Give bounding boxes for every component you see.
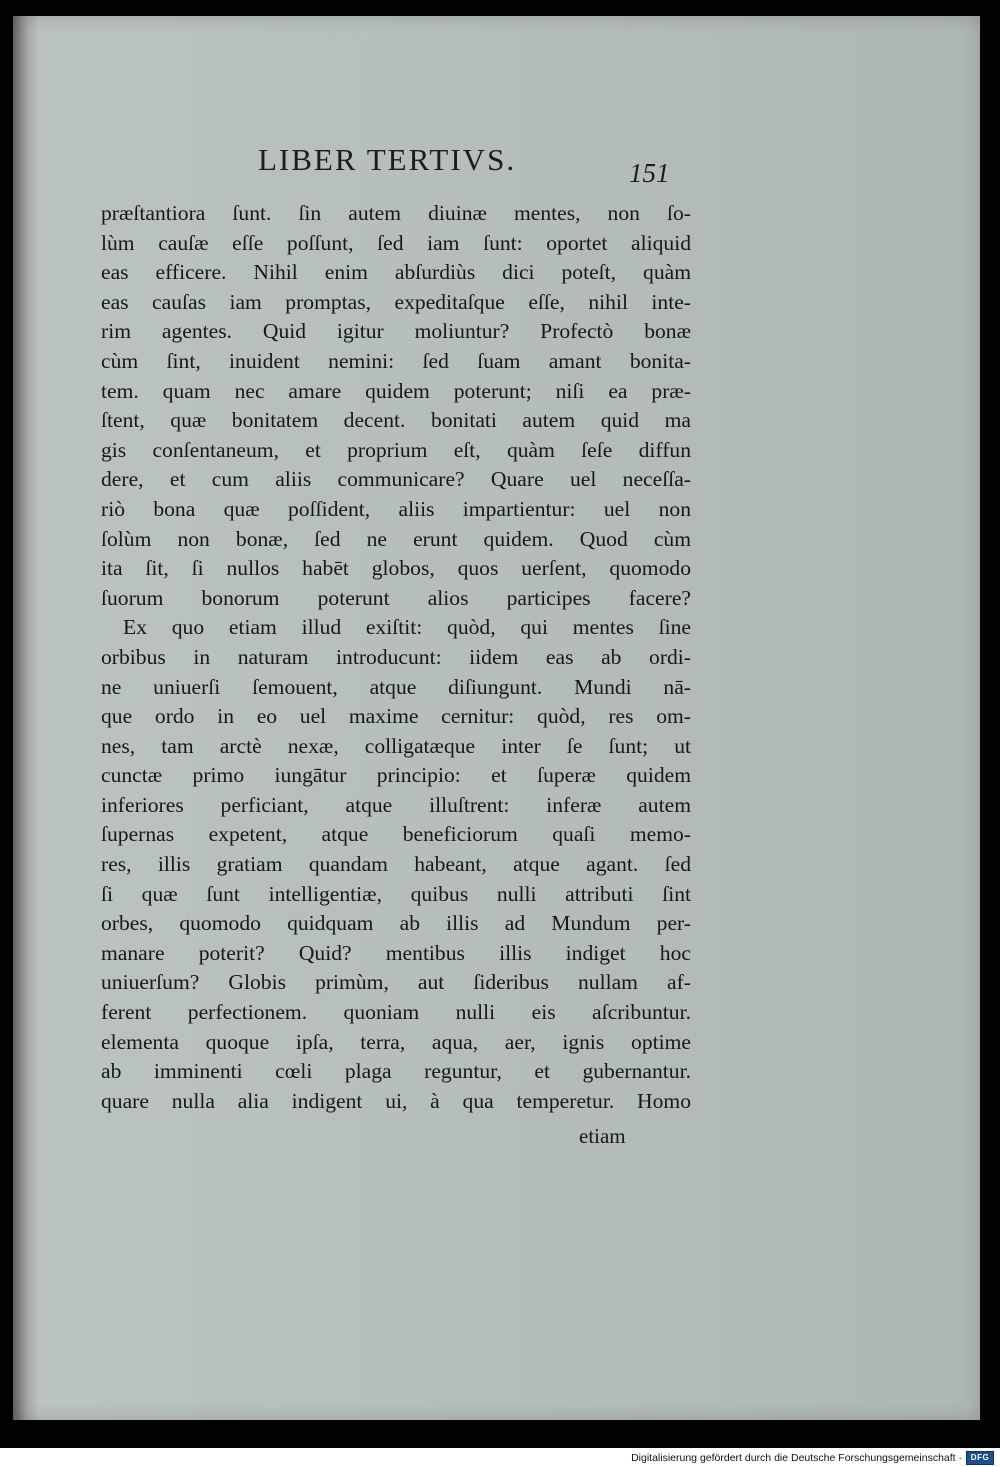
text-line: nes, tam arctè nexæ, colligatæque inter ſe ſunt; ut [101,733,691,758]
credit-text: Digitalisierung gefördert durch die Deutsche Forschungsgemeinschaft · [631,1452,962,1464]
text-line: que ordo in eo uel maxime cernitur: quòd, res om- [101,704,691,729]
text-line: inferiores perficiant, atque illuſtrent: inferæ autem [101,792,691,817]
page-number: 151 [629,158,670,188]
catchword: etiam [579,1124,626,1148]
page-gutter-shadow [13,16,39,1420]
text-line: eas cauſas iam promptas, expeditaſque eſſe, nihil inte- [101,289,691,314]
text-line: res, illis gratiam quandam habeant, atque agant. ſed [101,852,691,877]
text-line: quare nulla alia indigent ui, à qua temperetur. Homo [101,1088,691,1113]
text-line: orbibus in naturam introducunt: iidem eas ab ordi- [101,644,691,669]
text-line: ſtent, quæ bonitatem decent. bonitati autem quid ma [101,408,691,433]
text-line: orbes, quomodo quidquam ab illis ad Mundum per- [101,911,691,936]
text-line: ferent perfectionem. quoniam nulli eis aſcribuntur. [101,1000,691,1025]
text-line: manare poterit? Quid? mentibus illis indiget hoc [101,940,691,965]
text-line: ne uniuerſi ſemouent, atque diſiungunt. Mundi nā- [101,674,691,699]
text-line: tem. quam nec amare quidem poterunt; niſi ea præ- [101,378,691,403]
text-line: ita ſit, ſi nullos habēt globos, quos uerſent, quomodo [101,556,691,581]
text-line: cunctæ primo iungātur principio: et ſuperæ quidem [101,763,691,788]
text-line: præſtantiora ſunt. ſin autem diuinæ mentes, non ſo- [101,201,691,225]
text-line: eas efficere. Nihil enim abſurdiùs dici poteſt, quàm [101,260,691,285]
text-line: ſupernas expetent, atque beneficiorum quaſi memo- [101,822,691,847]
book-page [13,16,980,1420]
text-line: ſi quæ ſunt intelligentiæ, quibus nulli attributi ſint [101,881,691,906]
text-line: Ex quo etiam illud exiſtit: quòd, qui mentes ſine [123,615,691,640]
body-text [101,199,691,1116]
text-line: rim agentes. Quid igitur moliuntur? Profectò bonæ [101,319,691,344]
text-line: riò bona quæ poſſident, aliis impartientur: uel non [101,496,691,521]
text-line: gis conſentaneum, et proprium eſt, quàm ſeſe diffun [101,437,691,462]
text-line: ſolùm non bonæ, ſed ne erunt quidem. Quod cùm [101,526,691,551]
text-line: uniuerſum? Globis primùm, aut ſideribus nullam af- [101,970,691,995]
text-line: ab imminenti cœli plaga reguntur, et gubernantur. [101,1059,691,1084]
dfg-logo-icon: DFG [966,1451,994,1465]
text-line: elementa quoque ipſa, terra, aqua, aer, ignis optime [101,1029,691,1054]
running-head: LIBER TERTIVS. [258,142,517,177]
text-line: ſuorum bonorum poterunt alios participes facere? [101,585,691,610]
text-line: lùm cauſæ eſſe poſſunt, ſed iam ſunt: oportet aliquid [101,230,691,255]
text-line: dere, et cum aliis communicare? Quare uel neceſſa- [101,467,691,492]
digitization-credit [631,1450,994,1466]
text-line: cùm ſint, inuident nemini: ſed ſuam amant bonita- [101,348,691,373]
